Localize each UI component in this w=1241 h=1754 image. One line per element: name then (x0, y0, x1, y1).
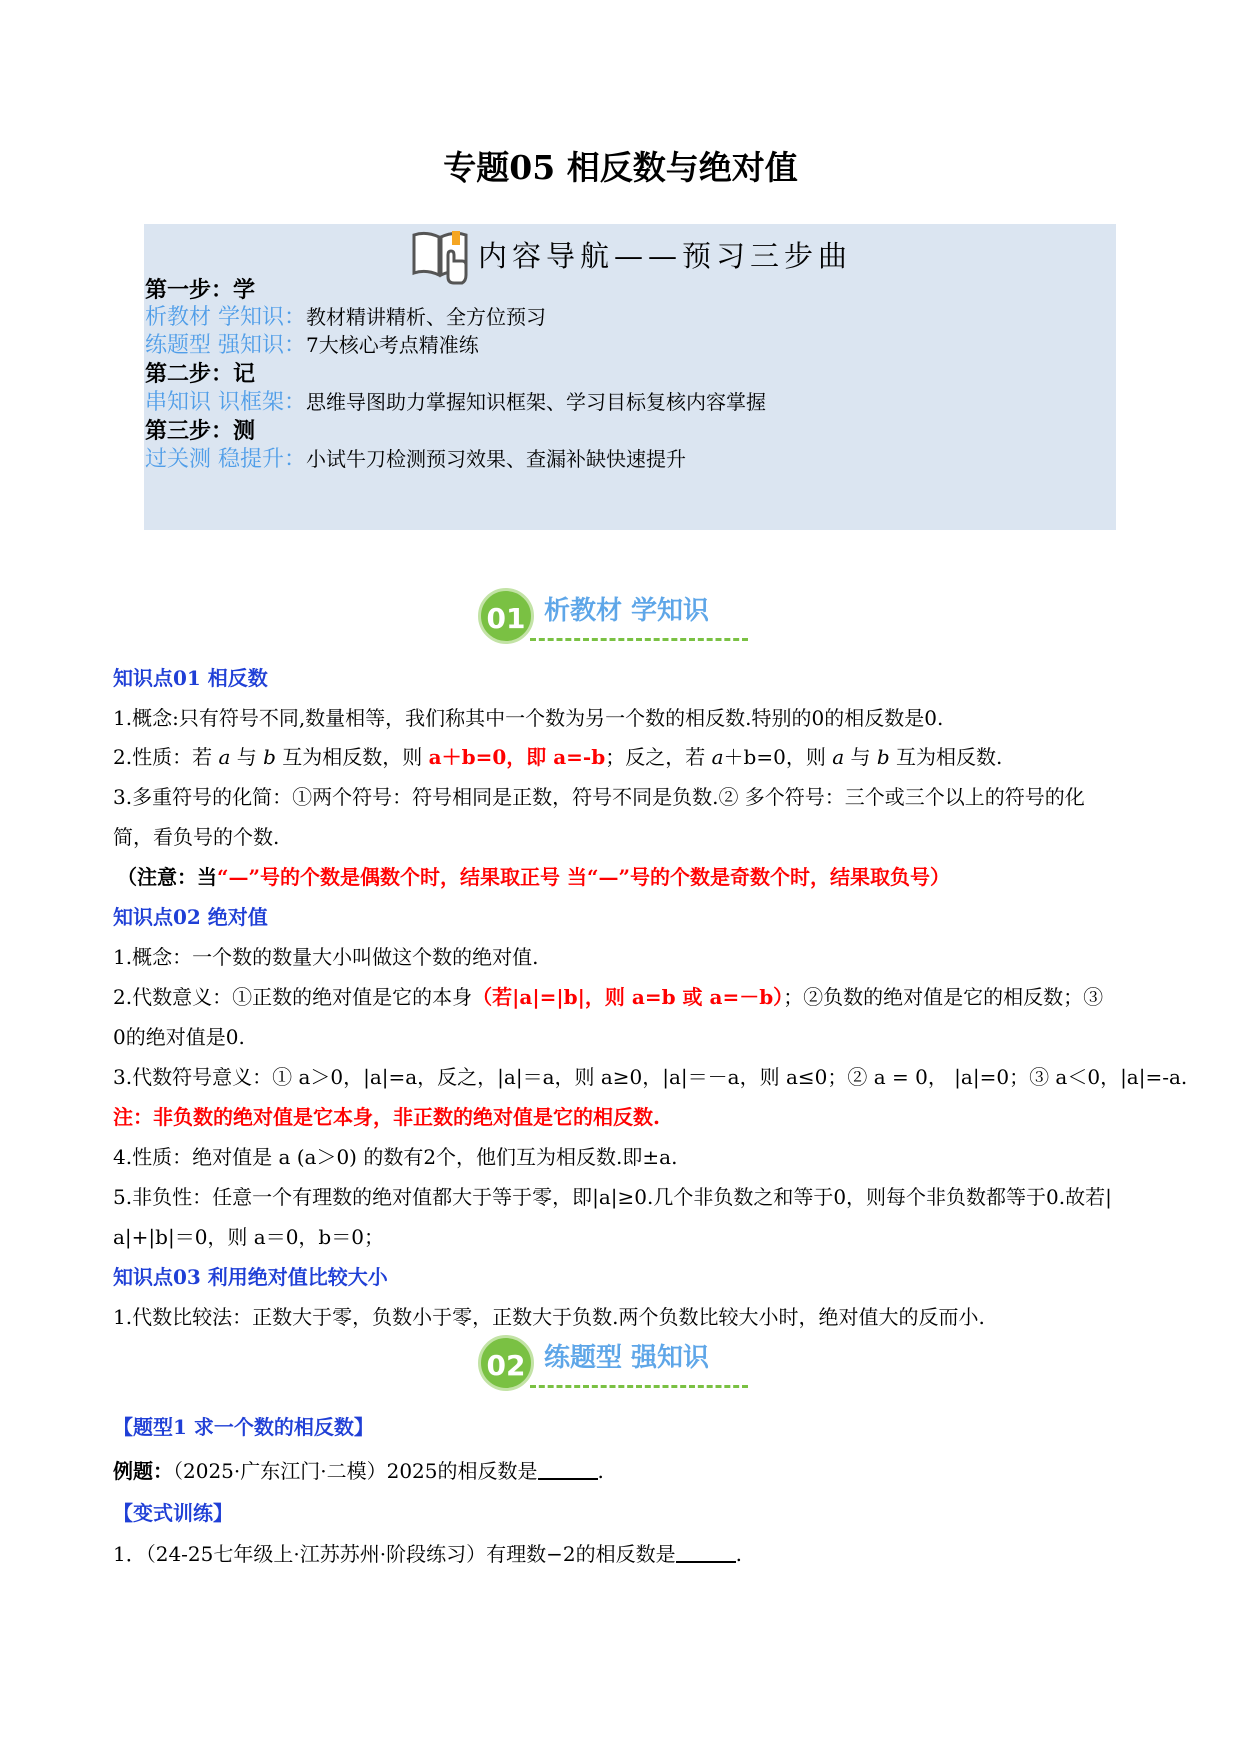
kp1-line-4: 简，看负号的个数. (113, 825, 280, 849)
nav-row-2 (145, 331, 479, 359)
kp2-line-2 (113, 983, 1103, 1011)
step-3: 第三步：测 (145, 418, 256, 444)
nav-row-3 (145, 388, 766, 416)
kp1-line-3: 3.多重符号的化简：①两个符号：符号相同是正数，符号不同是负数.② 多个符号：三个或三个以上的符号的化 (113, 785, 1085, 809)
kp2-line-3: 0的绝对值是0. (113, 1025, 245, 1049)
kp1-l2-c: 互为相反数，则 (282, 745, 423, 769)
section-01-badge (478, 586, 768, 648)
section-02-label: 练题型 强知识 (544, 1343, 710, 1373)
example-label: 例题： (113, 1459, 173, 1483)
section-01-label: 析教材 学知识 (544, 596, 710, 626)
nav-row-4 (145, 445, 686, 473)
nav-row-4-label: 过关测 稳提升： (145, 447, 306, 472)
section-02-number: 02 (478, 1335, 534, 1391)
kp1-title: 知识点01 相反数 (113, 666, 268, 690)
kp2-line-7: a|+|b|＝0，则 a＝0，b＝0； (113, 1225, 384, 1249)
kp2-line-4: 3.代数符号意义：① a＞0，|a|=a，反之，|a|＝a，则 a≥0，|a|＝－a，则 a≤0；② a = 0， |a|=0；③ a＜0，|a|=-a. (113, 1065, 1188, 1089)
variant-title: 【变式训练】 (113, 1501, 233, 1525)
kp1-l2-d: ；反之，若 (605, 745, 706, 769)
kp2-note: 注：非负数的绝对值是它本身，非正数的绝对值是它的相反数. (113, 1105, 660, 1129)
question-1-text: 1．（24-25七年级上·江苏苏州·阶段练习）有理数−2的相反数是 (113, 1542, 676, 1566)
kp1-l2-b2: 与 (850, 745, 871, 769)
section-02-dash (530, 1385, 748, 1388)
kp2-title: 知识点02 绝对值 (113, 905, 268, 929)
example-text: （2025·广东江门·二模）2025的相反数是 (173, 1459, 538, 1483)
nav-row-3-text: 思维导图助力掌握知识框架、学习目标复核内容掌握 (306, 390, 766, 414)
page-title: 专题05 相反数与绝对值 (443, 148, 798, 187)
content-nav-box (144, 224, 1116, 530)
section-01-dash (530, 638, 748, 641)
nav-row-2-text: 7大核心考点精准练 (306, 333, 479, 357)
answer-blank[interactable] (538, 1460, 598, 1480)
kp2-line-5: 4.性质：绝对值是 a (a＞0) 的数有2个，他们互为相反数.即±a. (113, 1145, 678, 1169)
nav-header (144, 224, 1116, 288)
kp1-l2-red: a＋b=0，即 a=-b (428, 745, 606, 769)
kp2-l2-red: （若|a|=|b|，则 a=b 或 a=－b） (472, 985, 784, 1009)
kp1-note-red: “—”号的个数是偶数个时，结果取正号 当“—”号的个数是奇数个时，结果取负号） (217, 865, 950, 889)
kp1-line-1: 1.概念:只有符号不同,数量相等，我们称其中一个数为另一个数的相反数.特别的0的相反数是0. (113, 706, 944, 730)
nav-row-3-label: 串知识 识框架： (145, 390, 306, 415)
kp1-l2-f: 互为相反数. (896, 745, 1003, 769)
kp1-l2-b: 与 (236, 745, 257, 769)
kp2-l2-a: 2.代数意义：①正数的绝对值是它的本身 (113, 985, 473, 1009)
book-icon (408, 225, 472, 287)
step-1: 第一步：学 (145, 277, 256, 303)
kp1-note (117, 863, 950, 891)
kp2-line-6: 5.非负性：任意一个有理数的绝对值都大于等于零，即|a|≥0.几个非负数之和等于0，则每个非负数都等于0.故若| (113, 1185, 1112, 1209)
example: 例题：（2025·广东江门·二模）2025的相反数是 . (113, 1459, 604, 1483)
kp2-l2-b: ；②负数的绝对值是它的相反数；③ (783, 985, 1104, 1009)
question-1: 1．（24-25七年级上·江苏苏州·阶段练习）有理数−2的相反数是 . (113, 1542, 742, 1566)
nav-heading: 内容导航——预习三步曲 (477, 239, 852, 273)
answer-blank[interactable] (676, 1543, 736, 1563)
type1-title: 【题型1 求一个数的相反数】 (113, 1415, 374, 1439)
section-02-badge (478, 1333, 768, 1395)
kp3-line-1: 1.代数比较法：正数大于零，负数小于零，正数大于负数.两个负数比较大小时，绝对值大的反而小. (113, 1305, 985, 1329)
kp3-title: 知识点03 利用绝对值比较大小 (113, 1265, 388, 1289)
nav-row-1 (145, 303, 546, 331)
nav-row-2-label: 练题型 强知识： (145, 333, 306, 358)
kp1-l2-e: ＋b=0，则 (723, 745, 826, 769)
kp1-note-a: （注意：当 (117, 865, 217, 889)
kp1-line-2: 2.性质：若 a 与 b 互为相反数，则 a＋b=0，即 a=-b；反之，若 a＋b=0，则 a 与 b 互为相反数. (113, 745, 1003, 769)
nav-row-1-text: 教材精讲精析、全方位预习 (306, 305, 546, 329)
kp1-l2-a: 2.性质：若 (113, 745, 213, 769)
section-01-number: 01 (478, 588, 534, 644)
kp2-line-1: 1.概念：一个数的数量大小叫做这个数的绝对值. (113, 945, 539, 969)
nav-row-1-label: 析教材 学知识： (145, 305, 306, 330)
step-2: 第二步：记 (145, 361, 256, 387)
nav-row-4-text: 小试牛刀检测预习效果、查漏补缺快速提升 (306, 447, 686, 471)
